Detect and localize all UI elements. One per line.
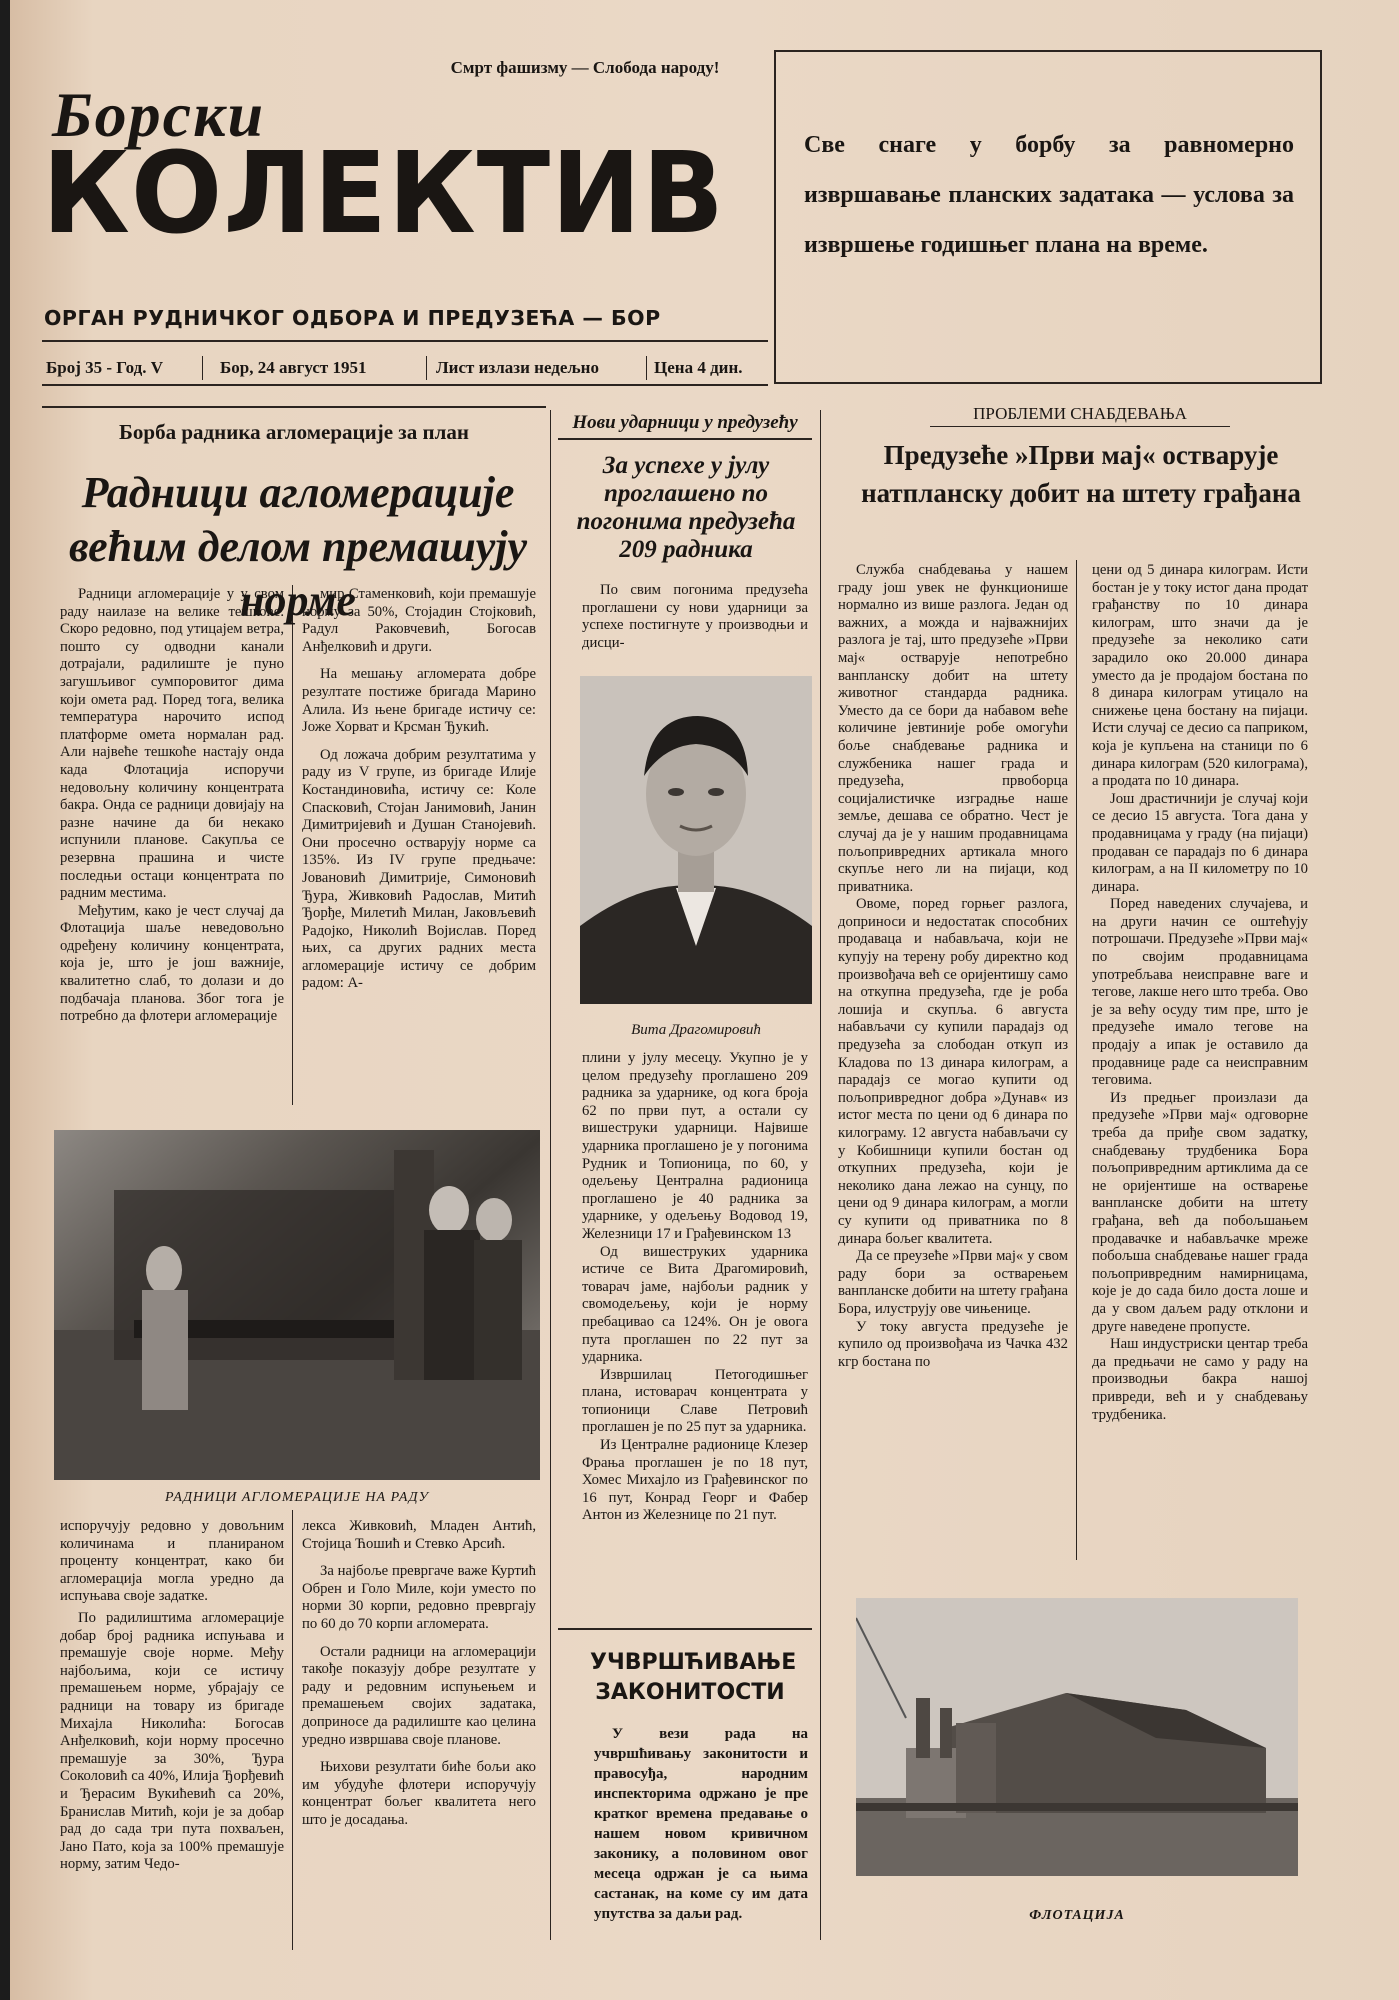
law-body: У вези рада на учвршћивању законитости и правосуђа, народним инспекторима одржано је пре кратког времена предавање о нашем новом кривичном законику, а половином овог месеца одржан је са њима састанак, на коме су им дата упутства за даљи рад.: [594, 1726, 808, 1922]
masthead-bottom-rule: [42, 384, 768, 386]
issue-price: Цена 4 дин.: [654, 358, 743, 377]
masthead-script-title: Борски: [52, 79, 266, 150]
mid-photo-caption: Вита Драгомировић: [631, 1022, 761, 1038]
photo-flotation-plant: [856, 1598, 1298, 1876]
mid-body: плини у јулу месецу. Укупно је у целом предузећу проглашено 209 радника за ударнике, од кога броја 62 по први пут, а остали су вишеструки ударници. Највише ударника проглашено је у погонима Рудник и Топионица, по 60, у одељењу Централна радионица проглашено је 40 радника за ударнике, у одељењу Водовод 19, Железници 17 и Грађевинском 13 Од вишеструких ударника истиче се Вита Драгомировић, товарач јаме, најбољи радник у свомодељењу, који је норму пребацивао са 124%. Он је овога пута проглашен по 22 пут за ударника. Извршилац Петогодишњег плана, истоварач концентрата у топионици Славе Петровић проглашен је по 25 пут за ударника. Из Централне радионице Клезер Фрања проглашен је по 18 пут, Хомес Михајло из Грађевинског по 16 пут, Конрад Георг и Фабер Антон из Железнице по 21 пут.: [582, 1050, 808, 1524]
left-col1b: испоручују редовно у довољним количинама и планираном проценту концентрат, како би агломерација могла уредно да испуњава своје задатке. По радилиштима агломерације добар број радника испуњава и премашује своје норме. Међу најбољима, који се истичу премашењем норме, убрајају се радници на товару из бригаде Михајла Николића: Богосав Анђелковић, који норму просечно премашује за 30%, Ђура Соколовић са 40%, Илија Ђорђевић и Ђерасим Вукићевић са 20%, Бранислав Митић, који је за добар рад до сада три пута похваљен, Јано Пато, која за 100% премашује норму, затим Чедо-: [60, 1518, 284, 1873]
masthead-rule: [42, 340, 768, 342]
motto: Смрт фашизму — Слобода народу!: [450, 58, 720, 77]
left-col2: мир Стаменковић, који премашује норму за 50%, Стојадин Стојковић, Радул Раковчевић, Богосав Анђелковић и други. На мешању агломерата добре резултате постиже бригада Марино Алила. Из њене бригаде истичу се: Јоже Хорват и Крсман Ђукић. Од ложача добрим резултатима у раду из V групе, из бригаде Илије Костандиновића, истичу се: Коле Спасковић, Стојан Јанимовић, Јанин Димитријевић и Душан Станојевић. Они просечно остварују норме са 135%. Из IV групе предњаче: Јовановић Димитрије, Симоновић Ђура, Живковић Радослав, Митић Ђорђе, Милетић Милан, Јаковљевић Радојко, Николић Војислав. Поред њих, са других радних места агломерације истичу се добрим радом: А-: [302, 586, 536, 992]
slogan-text: Све снаге у борбу за равномерно извршавање планских задатака — услова за извршење годишњег плана на време.: [804, 132, 1294, 258]
right-col1: Служба снабдевања у нашем граду још увек не функционише нормално из више разлога. Један од важних, а можда и најважнијих разлога је тај, што предузеће »Први мај« остварује непотребно ванпланску добит на штету животног стандарда радника. Уместо да се бори да набавом веће количине јевтиније робе омогући боље снабдевање радника и службеника нашег града и предузећа, првоборца социјалистичке изградње наше земље, дешава се обратно. Чест је случај да је у нашим продавницама пољопривредних артикала много скупље него ли на пијаци, код приватника. Овоме, поред горњег разлога, доприноси и недостатак способних продаваца и набављача, који не купују на терену робу директно код произвођача већ се оријентишу само на откупна предузећа, где је роба лошија и скупља. 6 августа набављачи су купили парадајз од предузећа за слободан откуп из Кладова по 13 динара килограм, а парадајз се могао купити од пољопривредног добра »Дунав« из истог места по цени од 6 динара по килограму. 12 августа набављачи су у Кобишници купили бостан од откупних предузећа, који је неколико дана лежао на сунцу, по цени од 9 динара килограм, а могли су купити од приватника по 8 динара бољег квалитета. Да се преузеће »Први мај« у свом раду бори за остварењем ванпланске добити на штету грађана Бора, илуструју ове чињенице. У току августа предузеће је купило од произвођача из Чачка 432 кгр бостана по: [838, 562, 1068, 1370]
photo-agglomeration-workers: [54, 1130, 540, 1480]
left-headline: Радници агломерације већим делом премашују норме: [68, 468, 528, 625]
right-col2: цени од 5 динара килограм. Исти бостан је у току истог дана продат грађанству по 10 динара килограм, што значи да је предузеће за неколико сати зарадило око 20.000 динара уместо да је продајом бостана по 8 динара килограм утицало на снижење цена бостану на пијаци. Исти случај се десио са паприком, која је купљена на станици по 6 динара килограм (520 килограма), а продата по 10 динара. Још драстичнији је случај који се десио 15 августа. Тога дана у продавницама у граду (на пијаци) продаван се парадајз по 6 динара килограм, а на II километру по 10 динара. Поред наведених случајева, и на други начин се оштећују потрошачи. Предузеће »Први мај« по својим продавницама употребљава неисправне ваге и тегове, лакше него што треба. Ово је за већу осуду тим пре, што је предузеће имало тегове на продају а ипак је оставило да продавнице раде са неисправним теговима. Из предњег произлази да предузеће »Први мај« одговорне треба да приђе свом задатку, снабдевању трудбеника Бора пољопривредним артиклима да се не оријентише на остварење ванпланске добити на штету грађана, већ да побољшањем продавачке и набављачке мреже побољша снабдевање нашег града пољопривредним намирницама, које је до сада било доста лоше и да у свом даљем раду отклони и друге наведене пропусте. Наш индустриски центар треба да предњачи не само у раду на производњи бакра нашој привреди, већ и у снабдевању трудбеника.: [1092, 562, 1308, 1423]
left-col2b: лекса Живковић, Младен Антић, Стојица Ћошић и Стевко Арсић. За најбоље превргаче важе Куртић Обрен и Голо Миле, који уместо по норми 30 корпи, редовно превргају по 60 до 70 корпи агломерата. Остали радници на агломерацији такође показују добре резултате у раду и редовним испуњењем и премашењем својих задатака, доприносе да радилиште као целина уредно извршава своје планове. Њихови резултати биће бољи ако им убудуће флотери испоручују концентрат бољег квалитета него што је досадања.: [302, 1518, 536, 1828]
masthead-title: КОЛЕКТИВ: [42, 129, 725, 259]
photo-vita-dragomirovic: [580, 676, 812, 1004]
issue-info: [42, 356, 768, 380]
newspaper-page: [10, 0, 1399, 2000]
masthead-subtitle: ОРГАН РУДНИЧКОГ ОДБОРА И ПРЕДУЗЕЋА — БОР: [44, 306, 661, 330]
left-photo-caption: РАДНИЦИ АГЛОМЕРАЦИЈЕ НА РАДУ: [165, 1490, 429, 1505]
mid-headline: За успехе у јулу проглашено по погонима предузећа 209 радника: [576, 452, 796, 563]
issue-frequency: Лист излази недељно: [436, 358, 599, 377]
left-kicker: Борба радника агломерације за план: [119, 420, 469, 444]
mid-kicker: Нови ударници у предузећу: [558, 412, 812, 440]
right-kicker: ПРОБЛЕМИ СНАБДЕВАЊА: [930, 404, 1230, 427]
mid-intro: По свим погонима предузећа проглашени су нови ударници за успехе постигнуте у производњи и дисци-: [582, 582, 808, 651]
issue-date: Бор, 24 август 1951: [220, 358, 367, 377]
slogan-box: [774, 50, 1322, 384]
right-photo-caption: ФЛОТАЦИЈА: [1029, 1908, 1125, 1923]
issue-number: Број 35 - Год. V: [46, 358, 163, 377]
law-headline: УЧВРШЋИВАЊЕ ЗАКОНИТОСТИ: [590, 1650, 797, 1705]
right-headline: Предузеће »Први мај« остварује натпланску добит на штету грађана: [861, 440, 1301, 508]
left-col1: Радници агломерације у у свом раду наилазе на велике тешкоће. Скоро редовно, под утицајем ветра, пошто су одводни канали дотрајали, радилиште је пуно загушљивог сумпоровитог дима који омета рад. Поред тога, велика температура нарочито испод платформе омета нормалан рад. Али највеће тешкоће настају онда када Флотација испоручи недовољну количину концентрата бакра. Онда се радници довијају на разне начине да би некако испунили планове. Сакупља се резервна прашина и чисте последњи остаци концентрата по радним местима. Међутим, како је чест случај да Флотација шаље неведовољно одређену количину концентрата, која је, што је још важније, квалитетно слаб, то долази и до подбачаја планова. Због тога је потребно да флотери агломерације: [60, 586, 284, 1025]
